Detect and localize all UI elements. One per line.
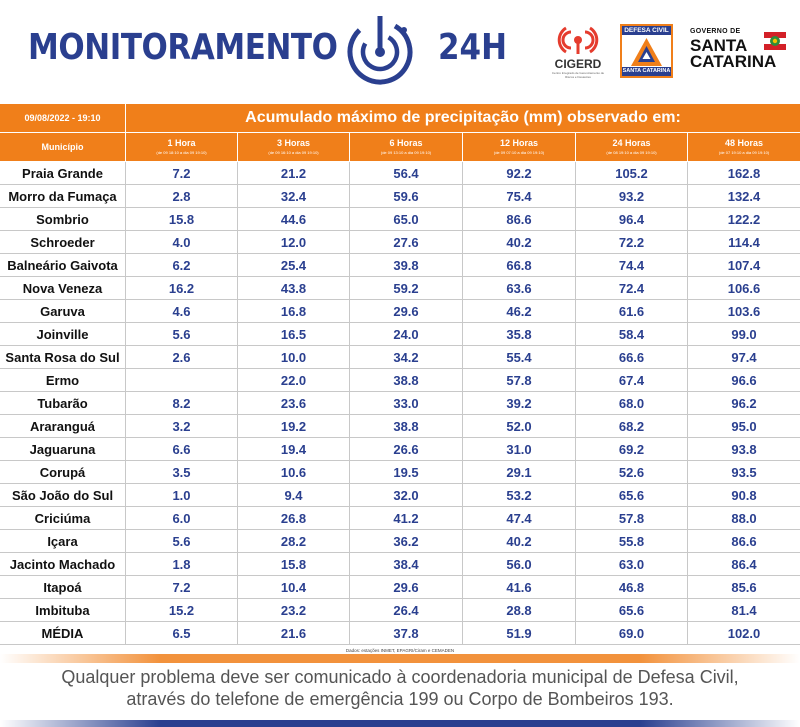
cell-24h: 57.8 (576, 507, 688, 530)
cell-6h: 59.6 (350, 185, 463, 208)
table-row (0, 277, 800, 300)
cell-1h: 6.2 (126, 254, 238, 277)
cell-1h: 16.2 (126, 277, 238, 300)
cell-3h: 19.4 (238, 438, 350, 461)
column-header-24h (576, 133, 688, 161)
cell-6h: 36.2 (350, 530, 463, 553)
cell-12h: 46.2 (463, 300, 576, 323)
cell-1h: 5.6 (126, 530, 238, 553)
cell-24h: 72.2 (576, 231, 688, 254)
cell-24h: 46.8 (576, 576, 688, 599)
radar-icon (340, 6, 424, 90)
column-header-48h (688, 133, 800, 161)
cell-12h: 28.8 (463, 599, 576, 622)
cell-3h: 26.8 (238, 507, 350, 530)
cell-24h: 52.6 (576, 461, 688, 484)
cell-24h: 66.6 (576, 346, 688, 369)
sc-flag-icon (764, 32, 786, 50)
cell-12h: 40.2 (463, 231, 576, 254)
cell-3h: 32.4 (238, 185, 350, 208)
cell-6h: 26.6 (350, 438, 463, 461)
table-row (0, 231, 800, 254)
cell-48h: 107.4 (727, 258, 761, 273)
cell-12h: 57.8 (463, 369, 576, 392)
cell-48h: 102.0 (727, 626, 761, 641)
cell-municipio: Araranguá (0, 415, 126, 438)
cell-6h: 33.0 (350, 392, 463, 415)
column-header-label: 48 Horas (724, 138, 764, 148)
column-header-range: (de 09 13:10 a dia 09 19:10) (380, 150, 432, 155)
cell-24h: 105.2 (576, 162, 688, 185)
table-row (0, 300, 800, 323)
cell-12h: 29.1 (463, 461, 576, 484)
cell-48h: 81.4 (731, 603, 757, 618)
cell-48h: 99.0 (731, 327, 757, 342)
cell-1h: 2.8 (126, 185, 238, 208)
cell-12h: 35.8 (463, 323, 576, 346)
gov-label-line1: GOVERNO DE (690, 28, 741, 35)
cell-48h: 95.0 (731, 419, 757, 434)
cell-6h: 27.6 (350, 231, 463, 254)
cell-1h: 3.5 (126, 461, 238, 484)
cell-24h: 96.4 (576, 208, 688, 231)
cell-24h: 61.6 (576, 300, 688, 323)
table-row (0, 346, 800, 369)
cell-municipio: Garuva (0, 300, 126, 323)
cell-12h: 53.2 (463, 484, 576, 507)
column-header-label: Município (41, 142, 84, 152)
cell-24h: 65.6 (576, 484, 688, 507)
cell-24h: 55.8 (576, 530, 688, 553)
cell-1h: 4.0 (126, 231, 238, 254)
cell-3h: 25.4 (238, 254, 350, 277)
table-row (0, 438, 800, 461)
cell-municipio: MÉDIA (0, 622, 126, 645)
cell-48h: 162.8 (727, 166, 761, 181)
cell-1h: 15.8 (126, 208, 238, 231)
cell-12h: 63.6 (463, 277, 576, 300)
governo-sc-logo (686, 28, 786, 74)
cell-1h: 6.5 (126, 622, 238, 645)
cell-24h: 67.4 (576, 369, 688, 392)
cell-3h: 22.0 (238, 369, 350, 392)
cell-municipio: Balneário Gaivota (0, 254, 126, 277)
cell-1h: 15.2 (126, 599, 238, 622)
gov-label-line3: CATARINA (690, 52, 777, 71)
cell-6h: 34.2 (350, 346, 463, 369)
cell-12h: 86.6 (463, 208, 576, 231)
column-header-label: 6 Horas (389, 138, 423, 148)
report-date: 09/08/2022 - 19:10 (0, 104, 126, 132)
cell-6h: 29.6 (350, 300, 463, 323)
footer-line-1: Qualquer problema deve ser comunicado à coordenadoria municipal de Defesa Civil, (61, 667, 739, 687)
table-row (0, 185, 800, 208)
cell-3h: 23.2 (238, 599, 350, 622)
column-header-6h (350, 133, 463, 161)
cell-24h: 93.2 (576, 185, 688, 208)
cell-6h: 38.8 (350, 415, 463, 438)
cell-3h: 19.2 (238, 415, 350, 438)
cell-municipio: Ermo (0, 369, 126, 392)
cell-48h: 88.0 (731, 511, 757, 526)
cell-municipio: Praia Grande (0, 162, 126, 185)
cell-1h: 1.8 (126, 553, 238, 576)
cell-3h: 44.6 (238, 208, 350, 231)
title-24h: 24H (438, 27, 508, 68)
column-header-label: 3 Horas (276, 138, 311, 148)
cell-1h: 1.0 (126, 484, 238, 507)
column-header-municipio (0, 133, 126, 161)
table-title-bar (0, 104, 800, 132)
cell-12h: 52.0 (463, 415, 576, 438)
cell-municipio: Morro da Fumaça (0, 185, 126, 208)
cell-12h: 39.2 (463, 392, 576, 415)
data-source-note: Dados: estações INMET, EPAGRI/Ciram e CEMADEN (345, 648, 455, 653)
cell-24h: 69.2 (576, 438, 688, 461)
cell-48h: 103.6 (727, 304, 761, 319)
cell-1h: 4.6 (126, 300, 238, 323)
blue-divider (0, 720, 800, 727)
cell-municipio: Itapoá (0, 576, 126, 599)
cell-48h: 97.4 (731, 350, 757, 365)
cell-6h: 32.0 (350, 484, 463, 507)
cell-12h: 40.2 (463, 530, 576, 553)
cell-1h: 6.0 (126, 507, 238, 530)
cell-12h: 47.4 (463, 507, 576, 530)
cell-48h: 96.6 (731, 373, 757, 388)
table-body (0, 162, 800, 645)
cigerd-logo (548, 22, 608, 80)
cell-12h: 41.6 (463, 576, 576, 599)
cell-municipio: Içara (0, 530, 126, 553)
table-row (0, 553, 800, 576)
cell-48h: 90.8 (731, 488, 757, 503)
column-header-label: 24 Horas (612, 138, 651, 148)
cell-6h: 37.8 (350, 622, 463, 645)
cell-3h: 10.0 (238, 346, 350, 369)
table-title: Acumulado máximo de precipitação (mm) observado em: (245, 109, 681, 126)
cell-1h: 6.6 (126, 438, 238, 461)
defesa-civil-label: DEFESA CIVIL (622, 26, 671, 35)
table-row (0, 254, 800, 277)
header (0, 0, 800, 100)
cell-12h: 51.9 (463, 622, 576, 645)
table-row (0, 208, 800, 231)
cell-municipio: Schroeder (0, 231, 126, 254)
table-row (0, 484, 800, 507)
cell-24h: 68.2 (576, 415, 688, 438)
cell-6h: 56.4 (350, 162, 463, 185)
cell-municipio: Criciúma (0, 507, 126, 530)
table-row (0, 369, 800, 392)
orange-divider (0, 654, 800, 663)
cell-48h: 85.6 (731, 580, 757, 595)
column-header-range: (de 09 18:10 a dia 09 19:10) (156, 150, 207, 155)
cigerd-waves-icon (548, 22, 608, 58)
cell-municipio: São João do Sul (0, 484, 126, 507)
table-row (0, 599, 800, 622)
column-header-12h (463, 133, 576, 161)
cell-6h: 24.0 (350, 323, 463, 346)
footer-notice (0, 666, 800, 710)
cell-24h: 72.4 (576, 277, 688, 300)
cell-1h: 7.2 (126, 576, 238, 599)
column-header-1h (126, 133, 238, 161)
cell-12h: 55.4 (463, 346, 576, 369)
cell-municipio: Jacinto Machado (0, 553, 126, 576)
cell-24h: 68.0 (576, 392, 688, 415)
cell-12h: 31.0 (463, 438, 576, 461)
table-header-row (0, 133, 800, 161)
cell-municipio: Sombrio (0, 208, 126, 231)
cell-municipio: Nova Veneza (0, 277, 126, 300)
column-header-label: 12 Horas (499, 138, 539, 148)
cell-48h: 114.4 (728, 235, 760, 250)
defesa-civil-logo (620, 24, 673, 78)
cell-municipio: Corupá (0, 461, 126, 484)
cell-24h: 65.6 (576, 599, 688, 622)
table-row (0, 461, 800, 484)
cell-3h: 12.0 (238, 231, 350, 254)
column-header-range: (de 08 19:10 a dia 09 19:10) (606, 150, 657, 155)
cell-6h: 38.4 (350, 553, 463, 576)
table-row (0, 507, 800, 530)
cell-3h: 21.2 (238, 162, 350, 185)
defesa-civil-state-label: SANTA CATARINA (622, 68, 671, 74)
cell-municipio: Jaguaruna (0, 438, 126, 461)
column-header-range: (de 07 19:10 a dia 09 19:10) (718, 150, 770, 155)
cell-6h: 41.2 (350, 507, 463, 530)
column-header-3h (238, 133, 350, 161)
cell-3h: 10.4 (238, 576, 350, 599)
cell-48h: 93.5 (731, 465, 757, 480)
table-row (0, 576, 800, 599)
cell-24h: 63.0 (576, 553, 688, 576)
cell-1h: 5.6 (126, 323, 238, 346)
cell-48h: 132.4 (727, 189, 761, 204)
cell-48h: 122.2 (727, 212, 761, 227)
cell-48h: 93.8 (731, 442, 757, 457)
cell-24h: 74.4 (576, 254, 688, 277)
table-row (0, 323, 800, 346)
cell-municipio: Tubarão (0, 392, 126, 415)
cell-1h (126, 369, 238, 392)
cell-1h: 7.2 (126, 162, 238, 185)
cell-1h: 3.2 (126, 415, 238, 438)
gov-label-line2: SANTA (690, 36, 748, 55)
footer-line-2: através do telefone de emergência 199 ou Corpo de Bombeiros 193. (126, 689, 674, 709)
table-row (0, 392, 800, 415)
column-header-range: (de 09 16:10 a dia 09 19:10) (268, 150, 319, 155)
table-row (0, 162, 800, 185)
cell-6h: 19.5 (350, 461, 463, 484)
cell-24h: 69.0 (576, 622, 688, 645)
cell-6h: 38.8 (350, 369, 463, 392)
cigerd-sublabel: Centro Integrado de Gerenciamento de Riscos e Desastres (551, 71, 605, 79)
cell-3h: 15.8 (238, 553, 350, 576)
table-row (0, 415, 800, 438)
cell-1h: 2.6 (126, 346, 238, 369)
cell-12h: 92.2 (463, 162, 576, 185)
table-row (0, 530, 800, 553)
cell-3h: 28.2 (238, 530, 350, 553)
cell-3h: 10.6 (238, 461, 350, 484)
cell-3h: 16.5 (238, 323, 350, 346)
cell-48h: 96.2 (731, 396, 757, 411)
cell-3h: 16.8 (238, 300, 350, 323)
cell-municipio: Santa Rosa do Sul (0, 346, 126, 369)
cell-3h: 43.8 (238, 277, 350, 300)
cell-6h: 65.0 (350, 208, 463, 231)
cell-24h: 58.4 (576, 323, 688, 346)
cell-12h: 66.8 (463, 254, 576, 277)
column-header-label: 1 Hora (167, 138, 196, 148)
cell-municipio: Imbituba (0, 599, 126, 622)
table-row-average (0, 622, 800, 645)
cell-3h: 9.4 (238, 484, 350, 507)
cell-48h: 86.4 (731, 557, 757, 572)
cell-48h: 86.6 (731, 534, 757, 549)
defesa-civil-emblem-icon (630, 37, 663, 67)
page-title: MONITORAMENTO (28, 27, 338, 68)
cell-48h: 106.6 (727, 281, 761, 296)
column-header-range: (de 09 07:10 a dia 09 19:10) (493, 150, 545, 155)
cell-3h: 21.6 (238, 622, 350, 645)
cell-6h: 59.2 (350, 277, 463, 300)
cell-municipio: Joinville (0, 323, 126, 346)
cell-12h: 56.0 (463, 553, 576, 576)
cell-6h: 26.4 (350, 599, 463, 622)
cell-6h: 39.8 (350, 254, 463, 277)
cell-1h: 8.2 (126, 392, 238, 415)
cell-3h: 23.6 (238, 392, 350, 415)
cell-12h: 75.4 (463, 185, 576, 208)
cell-6h: 29.6 (350, 576, 463, 599)
cigerd-label: CIGERD (554, 57, 602, 71)
